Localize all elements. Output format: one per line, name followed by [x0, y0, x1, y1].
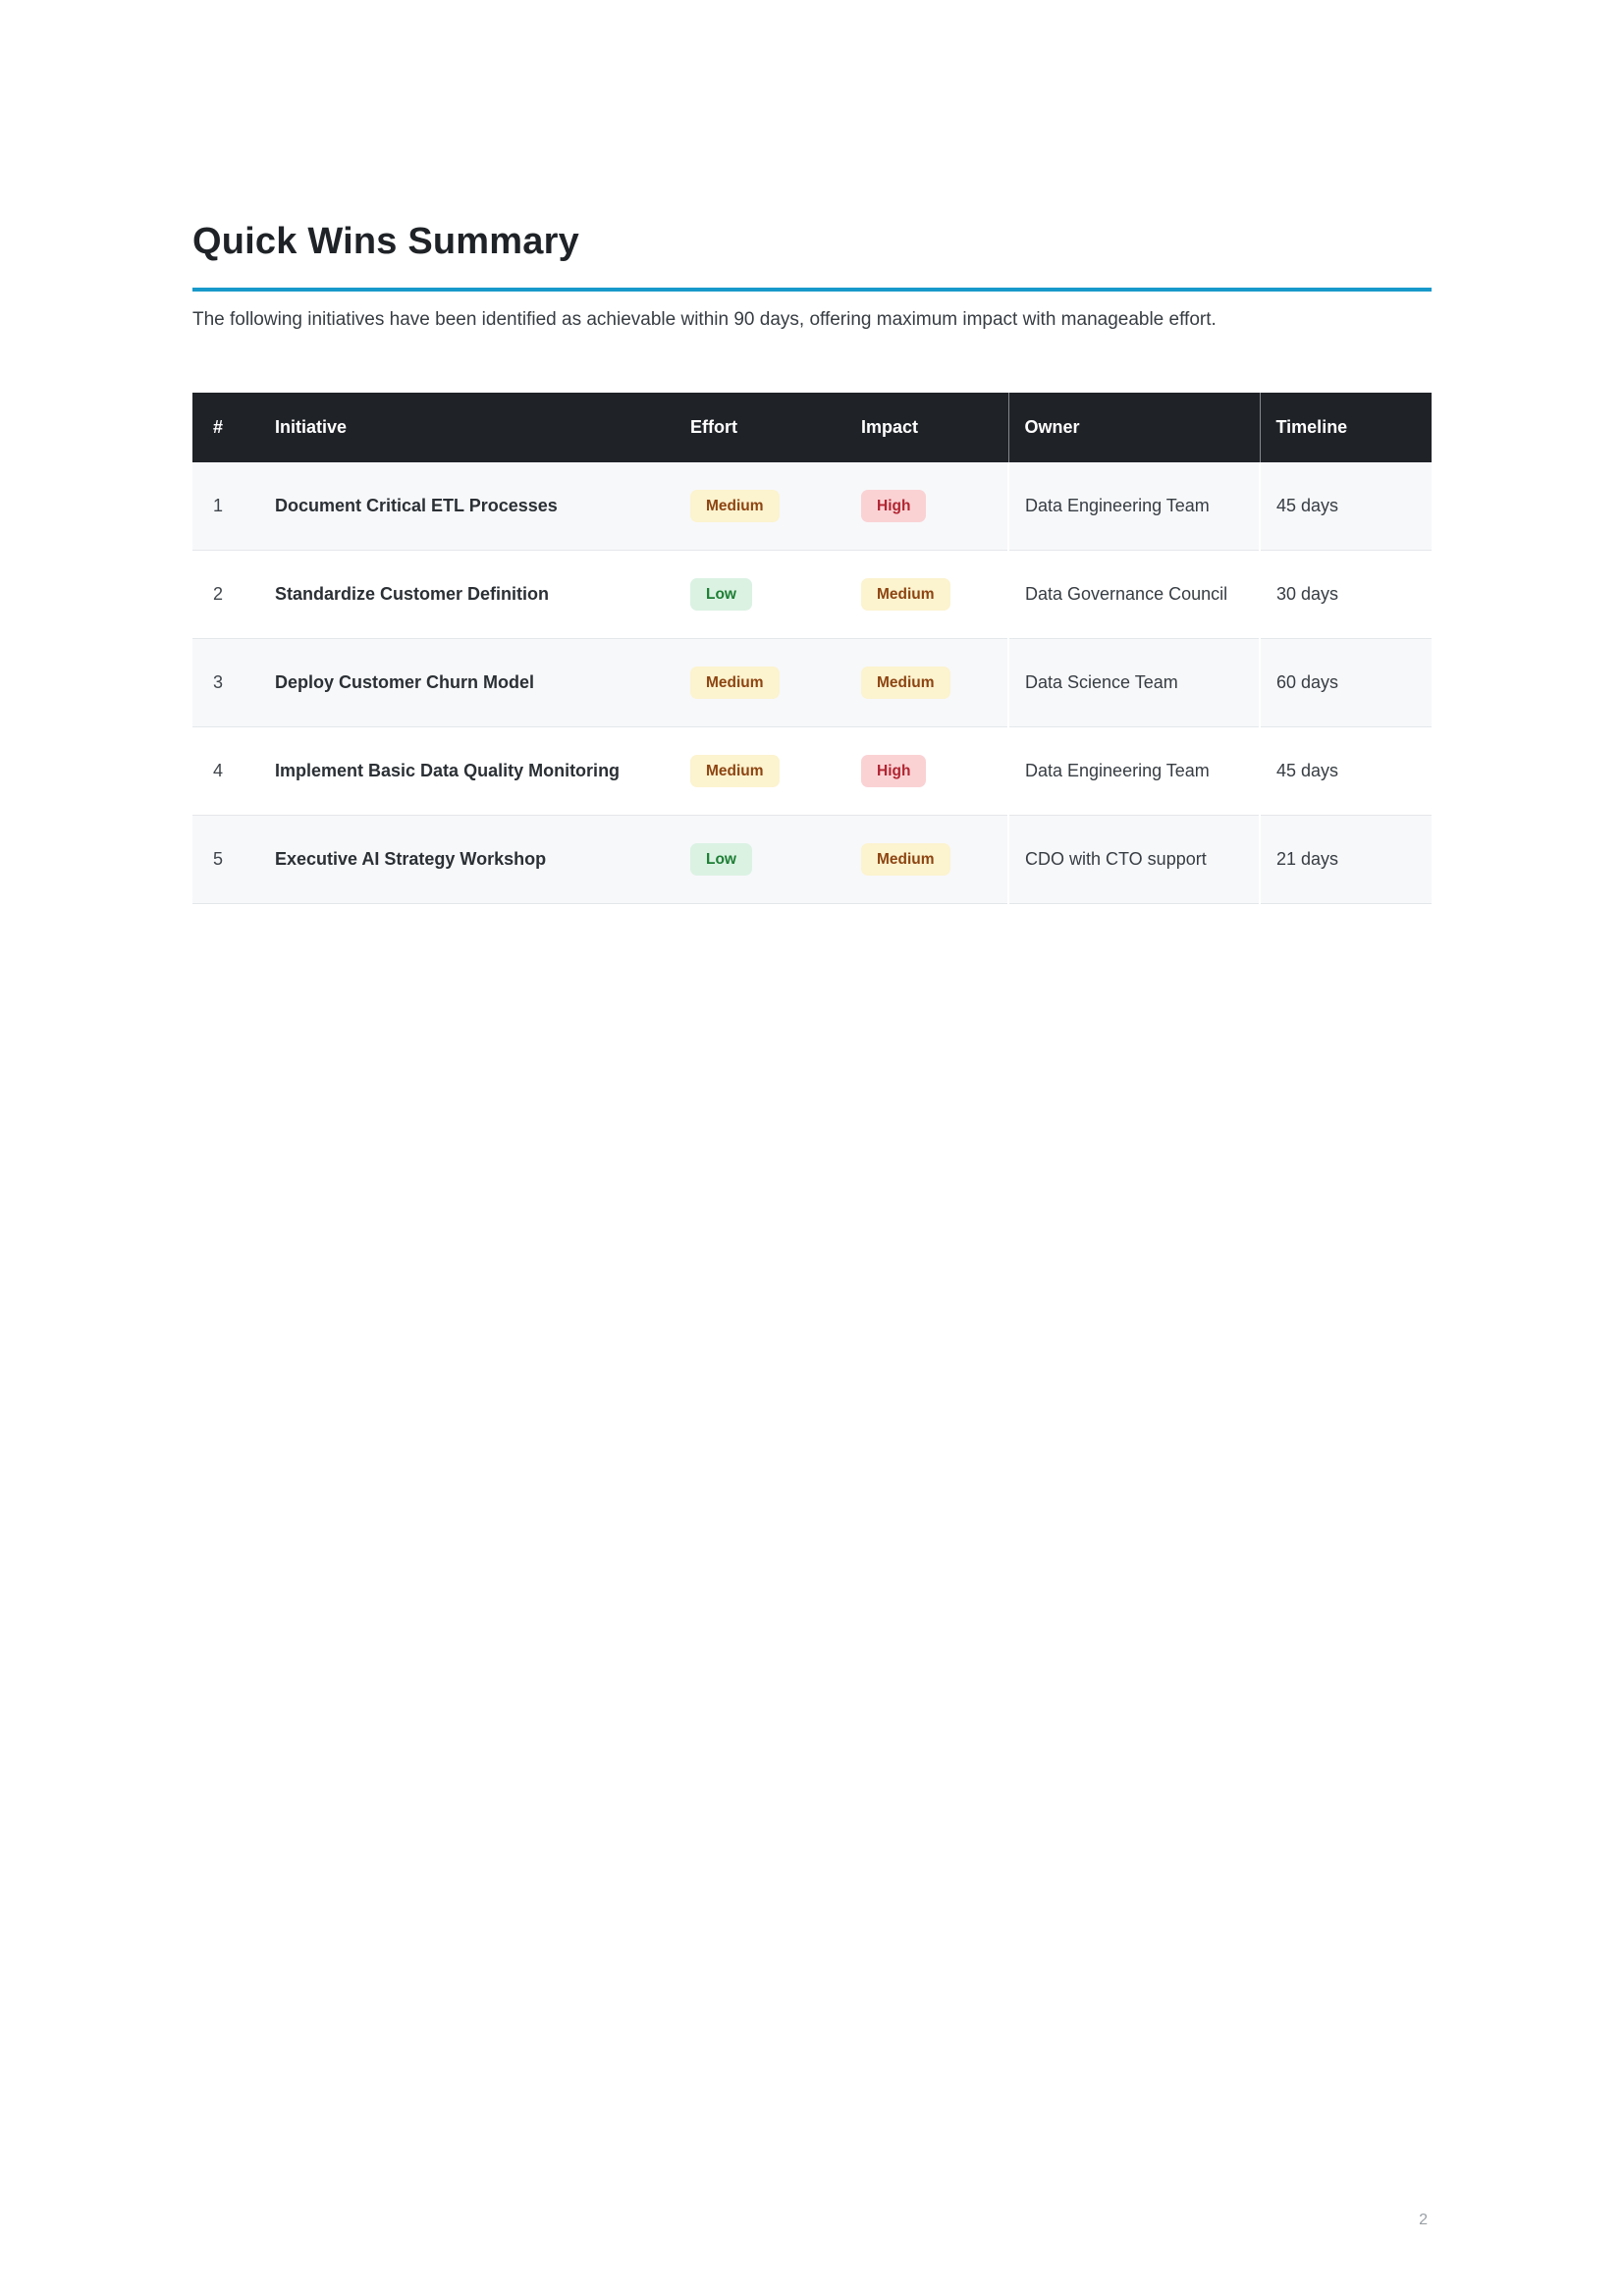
cell-impact	[845, 726, 1008, 815]
quick-wins-table	[192, 393, 1432, 904]
header-cell-impact: Impact	[845, 393, 1008, 462]
impact-badge: High	[861, 490, 926, 522]
table-header	[192, 393, 1432, 462]
title-accent-rule	[192, 288, 1432, 292]
cell-initiative: Deploy Customer Churn Model	[259, 638, 675, 726]
header-cell-timeline: Timeline	[1260, 393, 1432, 462]
header-cell-owner: Owner	[1008, 393, 1260, 462]
cell-effort	[675, 638, 845, 726]
cell-row-number: 3	[192, 638, 259, 726]
table-row	[192, 462, 1432, 551]
intro-paragraph: The following initiatives have been identified as achievable within 90 days, offering maximum impact with manageable effort.	[192, 308, 1217, 330]
cell-effort	[675, 550, 845, 638]
cell-owner: Data Governance Council	[1008, 550, 1260, 638]
cell-initiative: Document Critical ETL Processes	[259, 462, 675, 551]
cell-impact	[845, 638, 1008, 726]
impact-badge: Medium	[861, 578, 950, 611]
cell-row-number: 5	[192, 815, 259, 903]
cell-owner: Data Engineering Team	[1008, 462, 1260, 551]
cell-impact	[845, 462, 1008, 551]
effort-badge: Low	[690, 578, 752, 611]
cell-effort	[675, 815, 845, 903]
cell-row-number: 4	[192, 726, 259, 815]
cell-timeline: 60 days	[1260, 638, 1432, 726]
impact-badge: Medium	[861, 843, 950, 876]
cell-owner: Data Science Team	[1008, 638, 1260, 726]
table-body	[192, 462, 1432, 904]
cell-effort	[675, 462, 845, 551]
cell-row-number: 1	[192, 462, 259, 551]
effort-badge: Medium	[690, 755, 780, 787]
cell-initiative: Implement Basic Data Quality Monitoring	[259, 726, 675, 815]
table-row	[192, 815, 1432, 903]
cell-owner: Data Engineering Team	[1008, 726, 1260, 815]
cell-timeline: 45 days	[1260, 726, 1432, 815]
header-cell-number: #	[192, 393, 259, 462]
cell-initiative: Standardize Customer Definition	[259, 550, 675, 638]
impact-badge: Medium	[861, 667, 950, 699]
effort-badge: Medium	[690, 667, 780, 699]
effort-badge: Low	[690, 843, 752, 876]
effort-badge: Medium	[690, 490, 780, 522]
cell-impact	[845, 815, 1008, 903]
page-number: 2	[1419, 2212, 1428, 2228]
page-title: Quick Wins Summary	[192, 221, 579, 262]
table-row	[192, 550, 1432, 638]
cell-owner: CDO with CTO support	[1008, 815, 1260, 903]
cell-timeline: 21 days	[1260, 815, 1432, 903]
impact-badge: High	[861, 755, 926, 787]
cell-effort	[675, 726, 845, 815]
cell-timeline: 45 days	[1260, 462, 1432, 551]
table-header-row	[192, 393, 1432, 462]
table-row	[192, 726, 1432, 815]
table-row	[192, 638, 1432, 726]
cell-row-number: 2	[192, 550, 259, 638]
cell-timeline: 30 days	[1260, 550, 1432, 638]
header-cell-effort: Effort	[675, 393, 845, 462]
cell-impact	[845, 550, 1008, 638]
cell-initiative: Executive AI Strategy Workshop	[259, 815, 675, 903]
header-cell-initiative: Initiative	[259, 393, 675, 462]
